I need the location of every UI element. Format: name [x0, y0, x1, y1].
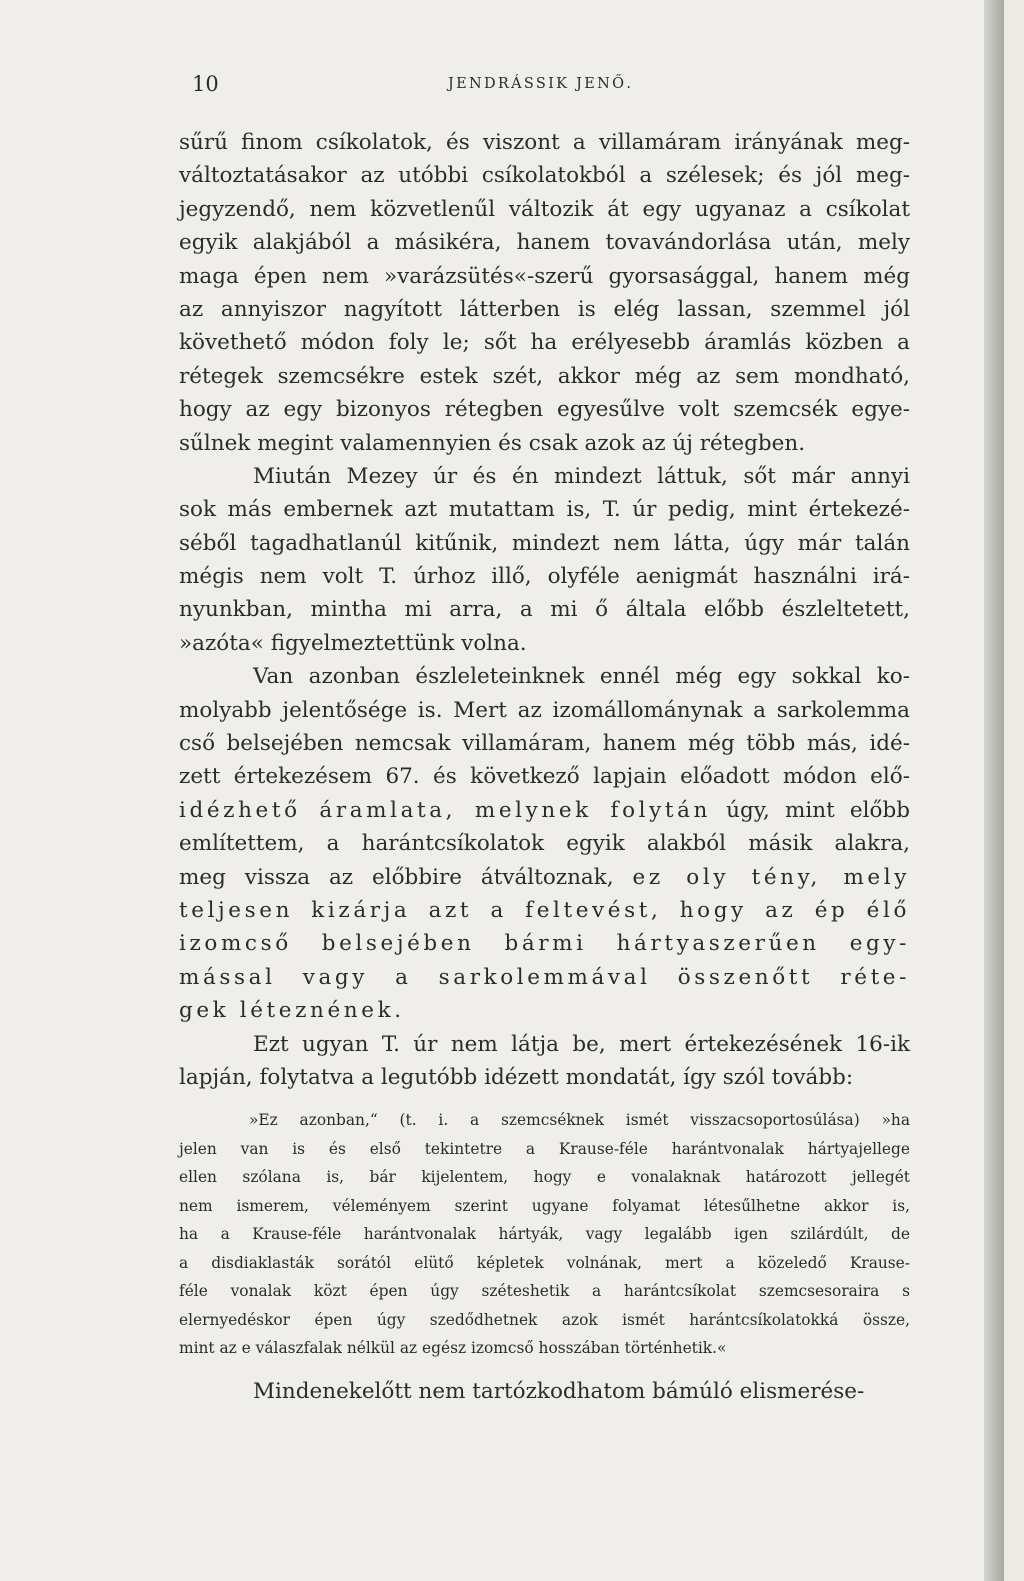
text-line [179, 794, 910, 827]
text-line: változtatásakor az utóbbi csíkolatokból a szélesek; és jól meg- [179, 163, 910, 189]
spaced-emphasis-line: mással vagy a sarkolemmával összenőtt réte- [179, 964, 910, 990]
spacer [179, 1094, 910, 1106]
text-line: sűlnek megint valamennyien és csak azok az új rétegben. [179, 430, 806, 456]
text-line: az annyiszor nagyított látterben is elég lassan, szemmel jól [179, 296, 910, 322]
text-line: említettem, a harántcsíkolatok egyik alakból másik alakra, [179, 831, 910, 857]
text-line: hogy az egy bizonyos rétegben egyesűlve volt szemcsék egye- [179, 397, 910, 423]
running-head: JENDRÁSSIK JENŐ. [448, 76, 634, 92]
quote-line: mint az e válaszfalak nélkül az egész izomcső hosszában történhetik.« [179, 1339, 727, 1358]
text-line: séből tagadhatlanúl kitűnik, mindezt nem látta, úgy már talán [179, 530, 910, 556]
quote-line: elernyedéskor épen úgy szedődhetnek azok ismét harántcsíkolatokká össze, [179, 1310, 910, 1329]
quote-line: nem ismerem, véleményem szerint ugyane folyamat létesűlhetne akkor is, [179, 1196, 910, 1215]
spaced-emphasis-line: teljesen kizárja azt a feltevést, hogy az ép élő [179, 897, 910, 923]
text-line: egyik alakjából a másikéra, hanem tovavándorlása után, mely [179, 230, 910, 256]
text-line: nyunkban, mintha mi arra, a mi ő általa előbb észleltetett, [179, 597, 910, 623]
text-line: molyabb jelentősége is. Mert az izomállománynak a sarkolemma [179, 697, 910, 723]
quote-line: jelen van is és első tekintetre a Krause-féle harántvonalak hártyajellege [179, 1139, 910, 1158]
page-number: 10 [192, 72, 219, 96]
text-line: jegyzendő, nem közvetlenűl változik át egy ugyanaz a csíkolat [179, 196, 910, 222]
paragraph-2 [179, 460, 910, 660]
text-line [179, 861, 910, 894]
text-line: maga épen nem »varázsütés«-szerű gyorsasággal, hanem még [179, 263, 910, 289]
text-span: úgy, mint előbb [710, 797, 910, 823]
closing-line: Mindenekelőtt nem tartózkodhatom bámúló elismerése- [253, 1378, 865, 1404]
paragraph-4 [179, 1028, 910, 1095]
text-line: Van azonban észleleteinknek ennél még egy sokkal ko- [253, 664, 910, 690]
paragraph-3 [179, 660, 910, 1027]
text-span: meg vissza az előbbire átváltoznak, [179, 864, 633, 890]
text-line: sok más embernek azt mutattam is, T. úr pedig, mint értekezé- [179, 497, 910, 523]
quote-line: a disdiaklasták sorától elütő képletek volnának, mert a közeledő Krause- [179, 1253, 910, 1272]
quote-line: ha a Krause-féle harántvonalak hártyák, vagy legalább igen szilárdúlt, de [179, 1225, 910, 1244]
text-line: követhető módon foly le; sőt ha erélyesebb áramlás közben a [179, 330, 910, 356]
text-line: »azóta« figyelmeztettünk volna. [179, 630, 527, 656]
page-header [192, 72, 910, 102]
block-quote [179, 1106, 910, 1363]
main-text [179, 126, 910, 1408]
spaced-emphasis-line: gek léteznének. [179, 998, 405, 1024]
quote-line: »Ez azonban,“ (t. i. a szemcséknek ismét visszacsoportosúlása) »ha [249, 1111, 910, 1130]
text-line: lapján, folytatva a legutóbb idézett mondatát, így szól tovább: [179, 1064, 854, 1090]
text-line: sűrű finom csíkolatok, és viszont a villamáram irányának meg- [179, 130, 910, 155]
quote-line: féle vonalak közt épen úgy széteshetik a harántcsíkolat szemcsesoraira s [179, 1282, 910, 1301]
text-line: Miután Mezey úr és én mindezt láttuk, sőt már annyi [253, 463, 910, 489]
text-line: mégis nem volt T. úrhoz illő, olyféle aenigmát használni irá- [179, 564, 910, 590]
text-line: Ezt ugyan T. úr nem látja be, mert értekezésének 16-ik [253, 1031, 910, 1057]
page-edge-shadow [984, 0, 1004, 1581]
text-line: rétegek szemcsékre estek szét, akkor még az sem mondható, [179, 363, 910, 389]
quote-line: ellen szólana is, bár kijelentem, hogy e vonalaknak határozott jellegét [179, 1168, 910, 1187]
spaced-emphasis: idézhető áramlata, melynek folytán [179, 797, 711, 823]
paragraph-1 [179, 126, 910, 460]
text-line: cső belsejében nemcsak villamáram, hanem még több más, idé- [179, 731, 910, 757]
text-line: zett értekezésem 67. és következő lapjain előadott módon elő- [179, 764, 910, 790]
spaced-emphasis-line: izomcső belsejében bármi hártyaszerűen egy- [179, 931, 910, 957]
spaced-emphasis: ez oly tény, mely [632, 864, 910, 890]
